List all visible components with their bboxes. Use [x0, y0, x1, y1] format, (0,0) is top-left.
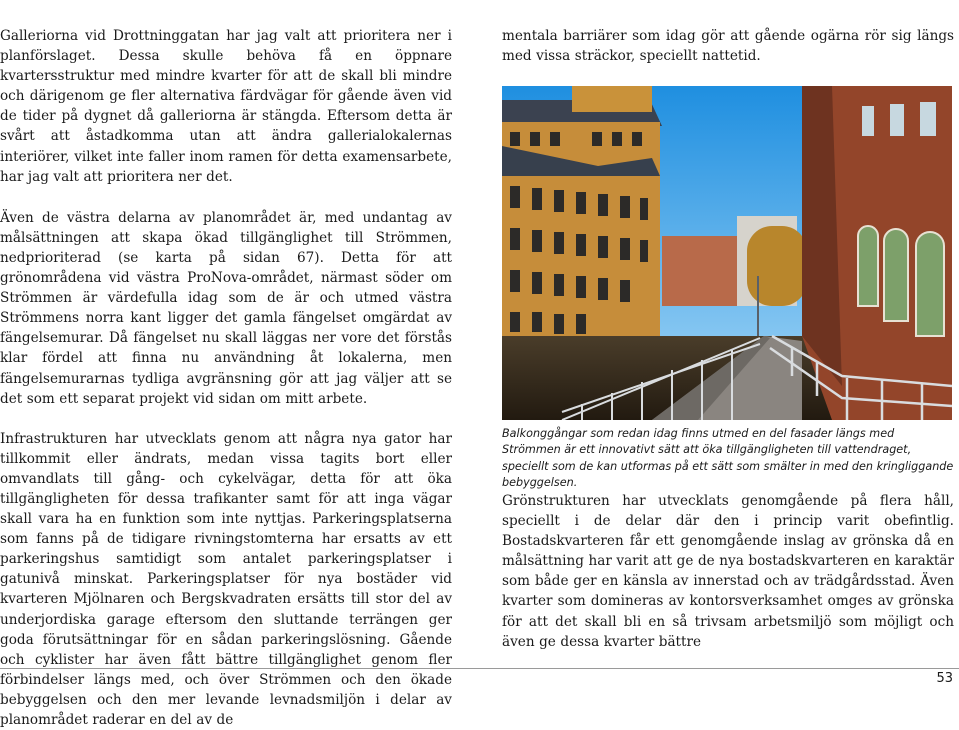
factory-tower — [572, 86, 652, 112]
photo-balcony-walkway — [502, 86, 952, 420]
brick-upper-windows — [862, 102, 936, 136]
right-column-bottom — [502, 491, 954, 652]
photo-caption: Balkonggångar som redan idag finns utmed en del fasader längs med Strömmen är ett innovativt sätt att öka tillgängligheten till vattendraget, speciellt som de kan utformas på ett sätt som smälter in med den kringliggande bebyggelsen. — [502, 427, 954, 490]
tree — [747, 226, 807, 306]
right-column-top — [502, 26, 954, 66]
photo-illustration — [502, 86, 952, 420]
footer-rule — [0, 668, 959, 669]
paragraph-galleriorna: Galleriorna vid Drottninggatan har jag valt att prioritera ner i planförslaget. Dessa skulle behöva få en öppnare kvartersstruktur med mindre kvarter för att de skall bli mindre och därigenom ge fler alternativa färdvägar för gående även vid de tider på dygnet då galleriorna är stängda. Eftersom detta är svårt att åstadkomma utan att ändra gallerialokalernas interiörer, vilket inte faller inom ramen för detta examensarbete, har jag valt att prioritera ner det. — [0, 28, 452, 185]
paragraph-mentala-barriarer: mentala barriärer som idag gör att gående ogärna rör sig längs med vissa sträckor, speciellt nattetid. — [502, 28, 954, 65]
paragraph-infrastrukturen: Infrastrukturen har utvecklats genom att några nya gator har tillkommit eller ändrats, medan vissa tagits bort eller omvandlats till gång- och cykelvägar, detta för att öka tillgängligheten för dessa trafikanter samt för att inga vägar skall vara ha en funktion som inte nyttjas. Parkeringsplatserna som fanns på de tidigare rivningstomterna har ersatts av ett parkeringshus samtidigt som antalet parkeringsplatser i gatunivå minskat. Parkeringsplatser för nya bostäder vid kvarteren Mjölnaren och Bergskvadraten ersätts till stor del av underjordiska garage eftersom den sluttande terrängen ger goda förutsättningar för en sådan parkeringslösning. Gående och cyklister har även fått bättre tillgänglighet genom fler förbindelser längs med, och över Strömmen och den ökade bebyggelsen och den mer levande levnadsmiljön i delar av planområdet raderar en del av de — [0, 430, 452, 728]
paragraph-gronstrukturen: Grönstrukturen har utvecklats genomgående på flera håll, speciellt i de delar där den i princip varit obefintlig. Bostadskvarteren får ett genomgående inslag av grönska då en målsättning har varit att ge de nya bostadskvarteren en karaktär som både ger en känsla av innerstad och av trädgårdsstad. Även kvarter som domineras av kontorsverksamhet omges av grönska för att det skall bli en så trivsam arbetsmiljö som möjligt och även ge dessa kvarter bättre — [502, 493, 954, 650]
paragraph-vastra-delarna: Även de västra delarna av planområdet är, med undantag av målsättningen att skapa ökad tillgänglighet till Strömmen, nedprioriterad (se karta på sidan 67). Detta för att grönområdena vid västra ProNova-området, närmast söder om Strömmen är värdefulla idag som de är och utmed västra Strömmens norra kant ligger det gamla fängelset omgärdat av fängelsemurar. Då fängelset nu skall läggas ner vore det förstås klar fördel att finna nu användning åt lokalerna, men fängelsemurarnas tydliga avgränsning gör att jag väljer att se det som ett separat projekt vid sidan om mitt arbete. — [0, 209, 452, 407]
left-column — [0, 26, 452, 730]
page-number: 53 — [936, 671, 953, 686]
